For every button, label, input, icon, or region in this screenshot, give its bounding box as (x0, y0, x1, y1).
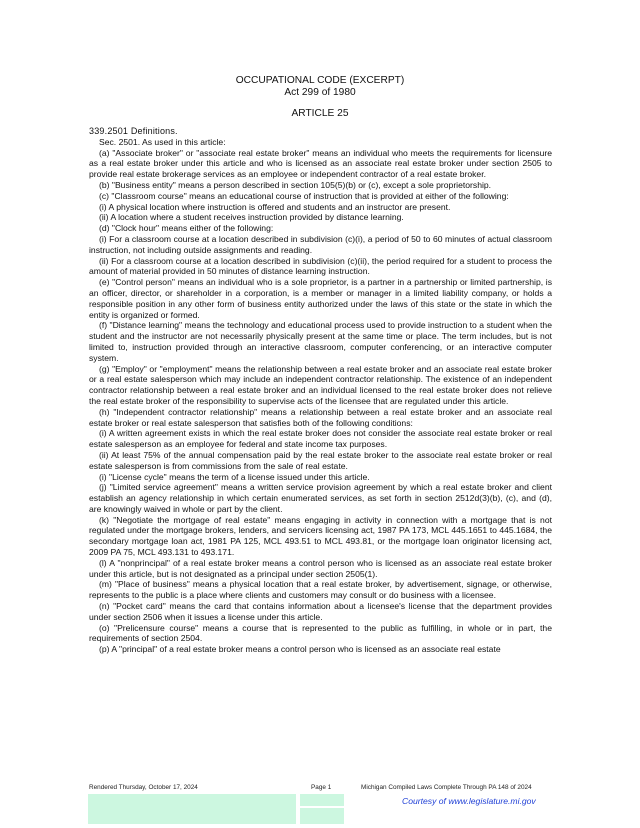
footer-highlight-mid-top (300, 794, 344, 806)
code-title: OCCUPATIONAL CODE (EXCERPT) (235, 75, 405, 86)
paragraph: (ii) At least 75% of the annual compensation paid by the real estate broker to the associate real estate broker or real estate salesperson is from commissions from the sale of real estate. (89, 449, 552, 471)
paragraph: Sec. 2501. As used in this article: (99, 136, 226, 147)
paragraph: (g) "Employ" or "employment" means the relationship between a real estate broker and an associate real estate broker or a real estate salesperson which may include an independent contractor relationship. The existence of an independent contractor relationship between a real estate broker and an individual licensed to the real estate broker does not relieve the real estate broker of the responsibility to supervise acts of the licensee that are regulated under this article. (89, 363, 552, 406)
paragraph: (k) "Negotiate the mortgage of real estate" means engaging in activity in connection with a mortgage that is not regulated under the mortgage brokers, lenders, and servicers licensing act, 1987 PA 173, MCL 445.1651 to 445.1684, the secondary mortgage loan act, 1981 PA 125, MCL 493.51 to MCL 493.81, or the mortgage loan originator licensing act, 2009 PA 75, MCL 493.131 to 493.171. (89, 514, 552, 558)
paragraph: (d) "Clock hour" means either of the following: (99, 223, 274, 234)
paragraph: (b) "Business entity" means a person described in section 105(5)(b) or (c), except a sole proprietorship. (99, 179, 492, 190)
article-heading: ARTICLE 25 (291, 108, 349, 119)
paragraph: (f) "Distance learning" means the technology and educational process used to provide instruction to a student when the student and the instructor are not necessarily physically present at the same time or place. The term includes, but is not limited to, instruction provided through an interactive classroom, computer conferencing, or an interactive computer system. (89, 320, 552, 363)
paragraph: (i) "License cycle" means the term of a license issued under this article. (99, 471, 370, 482)
act-number: Act 299 of 1980 (284, 87, 356, 98)
paragraph: (i) A written agreement exists in which the real estate broker does not consider the associate real estate broker or real estate salesperson as an employee for federal and state income tax purposes. (89, 428, 552, 450)
paragraph: (n) "Pocket card" means the card that contains information about a licensee's license that the department provides under section 2506 when it issues a license under this article. (89, 601, 552, 622)
paragraph: (h) "Independent contractor relationship" means a relationship between a real estate broker and an associate real estate broker or real estate salesperson that satisfies both of the following conditions: (89, 406, 552, 428)
paragraph: (p) A "principal" of a real estate broker means a control person who is licensed as an associate real estate (99, 644, 501, 655)
paragraph: (e) "Control person" means an individual who is a sole proprietor, is a partner in a partnership or limited partnership, is an officer, director, or shareholder in a corporation, is a member or manager in a limited liability company, or holds a responsible position in any other form of business entity authorized under the laws of this state or the state in which the entity is organized or formed. (89, 277, 552, 320)
paragraph: (i) For a classroom course at a location described in subdivision (c)(i), a period of 50 to 60 minutes of actual classroom instruction, not including outside assignments and reading. (89, 233, 552, 255)
footer-highlight-left (88, 794, 296, 824)
section-title: 339.2501 Definitions. (89, 126, 178, 136)
paragraph: (a) "Associate broker" or "associate real estate broker" means an individual who meets the requirements for licensure as a real estate broker under this article and who is licensed as an associate real estate broker under section 2505 to provide real estate brokerage services as an employee or independent contractor of a real estate broker. (89, 147, 552, 180)
compiled-through: Michigan Compiled Laws Complete Through PA 148 of 2024 (361, 784, 532, 791)
rendered-date: Rendered Thursday, October 17, 2024 (89, 784, 198, 791)
paragraph: (ii) For a classroom course at a location described in subdivision (c)(ii), the period required for a student to process the amount of material provided in 50 minutes of distance learning instruction. (89, 255, 552, 277)
footer-highlight-mid-bottom (300, 808, 344, 824)
section-body (89, 126, 552, 655)
paragraph: (i) A physical location where instruction is offered and students and an instructor are present. (99, 201, 451, 212)
paragraph: (j) "Limited service agreement" means a written service provision agreement by which a real estate broker and client establish an agency relationship in which certain enumerated services, as set forth in section 2512d(3)(b), (c), and (d), are knowingly waived in whole or part by the client. (89, 482, 552, 514)
paragraph: (l) A "nonprincipal" of a real estate broker means a control person who is licensed as an associate real estate broker under this article, but is not designated as a principal under section 2505(1). (89, 557, 552, 579)
courtesy-link[interactable]: Courtesy of www.legislature.mi.gov (402, 796, 536, 806)
page-number: Page 1 (311, 784, 332, 791)
paragraph: (o) "Prelicensure course" means a course that is represented to the public as fulfilling, in whole or in part, the requirements of section 2504. (89, 622, 552, 644)
paragraph: (c) "Classroom course" means an educational course of instruction that is provided at either of the following: (99, 190, 509, 201)
paragraph: (ii) A location where a student receives instruction provided by distance learning. (99, 212, 404, 223)
paragraph: (m) "Place of business" means a physical location that a real estate broker, by advertisement, signage, or otherwise, represents to the public is a place where clients and customers may consult or do business with a licensee. (89, 579, 552, 601)
